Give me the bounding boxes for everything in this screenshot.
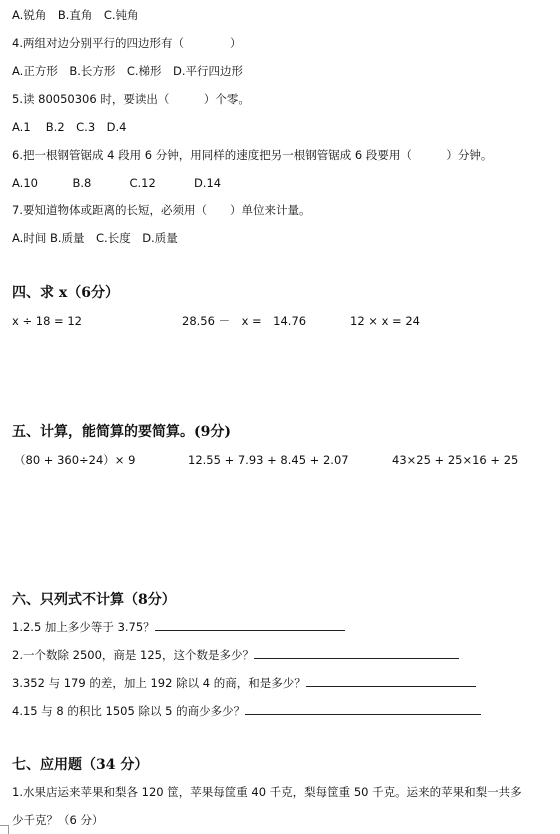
list-question-3: [12, 675, 476, 690]
q7-options: A.时间 B.质量 C.长度 D.质量: [12, 231, 178, 245]
answer-line-4[interactable]: [245, 703, 481, 715]
q4-question: 4.两组对边分别平行的四边形有（ ）: [12, 36, 242, 50]
list-question-1-text: 1.2.5 加上多少等于 3.75？: [12, 620, 155, 634]
list-question-4: [12, 703, 481, 718]
equation-1: x ÷ 18 = 12: [12, 314, 82, 328]
list-question-1: [12, 619, 345, 634]
section5-heading: 五、计算，能简算的要简算。(9分): [12, 424, 231, 440]
page-corner-mark: [0, 825, 9, 834]
list-question-2-text: 2.一个数除 2500，商是 125，这个数是多少？: [12, 648, 254, 662]
section7-heading: 七、应用题（34 分）: [12, 757, 149, 773]
calc-3: 43×25 + 25×16 + 25: [392, 453, 519, 467]
calc-1: （80 + 360÷24）× 9: [14, 453, 136, 467]
answer-line-3[interactable]: [306, 675, 476, 687]
list-question-3-text: 3.352 与 179 的差，加上 192 除以 4 的商，和是多少？: [12, 676, 306, 690]
section4-heading: 四、求 x（6分）: [12, 285, 119, 301]
list-question-4-text: 4.15 与 8 的积比 1505 除以 5 的商少多少？: [12, 704, 246, 718]
equation-2: 28.56 － x = 14.76: [182, 314, 307, 328]
word-problem-1-line2: 少千克？（6 分）: [12, 813, 104, 827]
answer-line-2[interactable]: [254, 647, 459, 659]
q3-options: A.锐角 B.直角 C.钝角: [12, 8, 139, 22]
q5-question: 5.读 80050306 时，要读出（ ）个零。: [12, 92, 250, 106]
q4-options: A.正方形 B.长方形 C.梯形 D.平行四边形: [12, 64, 244, 78]
answer-line-1[interactable]: [155, 619, 345, 631]
word-problem-1-line1: 1.水果店运来苹果和梨各 120 筐，苹果每筐重 40 千克，梨每筐重 50 千克。运来的苹果和梨一共多: [12, 785, 522, 799]
q5-options: A.1 B.2 C.3 D.4: [12, 120, 127, 134]
q6-question: 6.把一根钢管锯成 4 段用 6 分钟，用同样的速度把另一根钢管锯成 6 段要用（ ）分钟。: [12, 148, 493, 162]
q7-question: 7.要知道物体或距离的长短，必须用（ ）单位来计量。: [12, 203, 311, 217]
q6-options: A.10 B.8 C.12 D.14: [12, 176, 222, 190]
section6-heading: 六、只列式不计算（8分）: [12, 592, 176, 608]
list-question-2: [12, 647, 459, 662]
equation-3: 12 × x = 24: [350, 314, 420, 328]
calc-2: 12.55 + 7.93 + 8.45 + 2.07: [188, 453, 349, 467]
